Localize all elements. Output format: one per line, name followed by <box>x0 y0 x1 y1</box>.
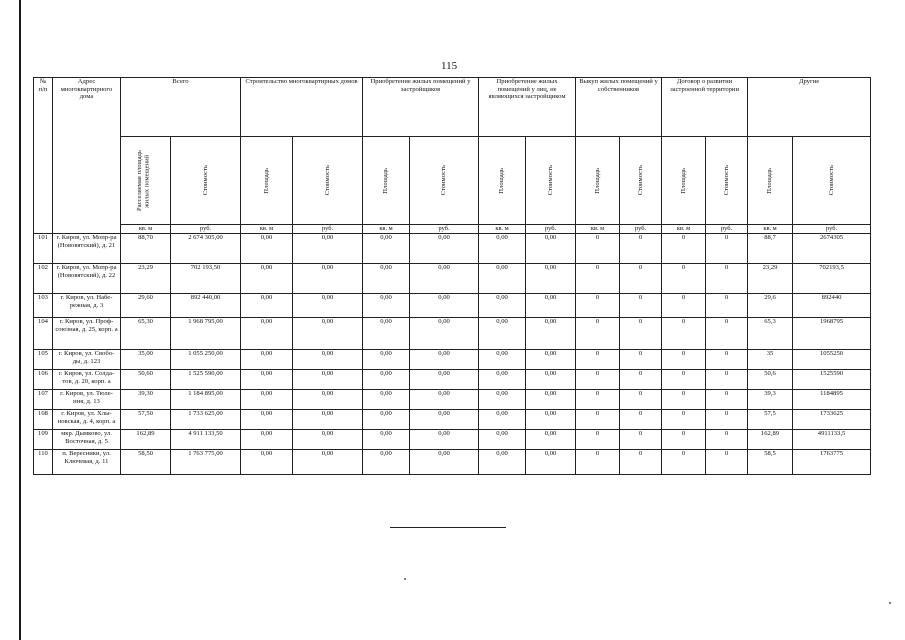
subheader-label: Стоимость <box>201 165 209 196</box>
value-cell: 0,00 <box>293 264 363 294</box>
subheader-label: Стоимость <box>323 165 331 196</box>
value-cell: 0,00 <box>363 410 410 430</box>
subheader-label: Площадь <box>679 167 687 194</box>
value-cell: 1733625 <box>793 410 871 430</box>
table-row <box>34 410 871 430</box>
value-cell: 0,00 <box>293 410 363 430</box>
value-cell: 57,5 <box>748 410 793 430</box>
value-cell: 0,00 <box>293 294 363 318</box>
value-cell: 0,00 <box>363 234 410 264</box>
value-cell: 29,6 <box>748 294 793 318</box>
header-group-non-developers: Приобретение жилых помещений у лиц, не являющихся застройщиком <box>479 78 576 137</box>
subheader-label: Площадь <box>262 167 270 194</box>
value-cell: 39,30 <box>121 390 171 410</box>
value-cell: 0,00 <box>293 430 363 450</box>
value-cell: 0,00 <box>479 430 526 450</box>
value-cell: 1 733 625,00 <box>171 410 241 430</box>
value-cell: 1055250 <box>793 350 871 370</box>
row-address: г. Киров, ул. Мопр-ра (Нововятский), д. 22 <box>53 264 121 294</box>
value-cell: 1 763 775,00 <box>171 450 241 475</box>
subheader-label: Площадь <box>766 167 774 194</box>
header-group-total: Всего <box>121 78 241 137</box>
value-cell: 0,00 <box>363 264 410 294</box>
subheader-cell <box>363 137 410 225</box>
value-cell: 0 <box>620 234 662 264</box>
value-cell: 4 911 133,50 <box>171 430 241 450</box>
value-cell: 0,00 <box>241 350 293 370</box>
value-cell: 57,50 <box>121 410 171 430</box>
value-cell: 58,5 <box>748 450 793 475</box>
value-cell: 0 <box>576 450 620 475</box>
value-cell: 1184895 <box>793 390 871 410</box>
value-cell: 0 <box>620 294 662 318</box>
row-number: 105 <box>34 350 53 370</box>
unit-cell: кв. м <box>662 225 706 234</box>
page-number: 115 <box>441 60 458 72</box>
value-cell: 0,00 <box>293 390 363 410</box>
value-cell: 29,60 <box>121 294 171 318</box>
subheader-cell <box>576 137 620 225</box>
subheader-cell <box>793 137 871 225</box>
table-row <box>34 294 871 318</box>
value-cell: 0 <box>706 294 748 318</box>
value-cell: 0,00 <box>410 430 479 450</box>
row-address: п. Вересники, ул. Ключевая, д. 11 <box>53 450 121 475</box>
scan-speck <box>889 602 891 604</box>
value-cell: 0,00 <box>241 264 293 294</box>
value-cell: 0 <box>576 430 620 450</box>
value-cell: 0,00 <box>293 234 363 264</box>
value-cell: 1 184 895,00 <box>171 390 241 410</box>
unit-cell: руб. <box>706 225 748 234</box>
value-cell: 0,00 <box>479 370 526 390</box>
subheader-label: Стоимость <box>440 165 448 196</box>
value-cell: 0,00 <box>526 318 576 350</box>
value-cell: 0 <box>620 390 662 410</box>
value-cell: 39,3 <box>748 390 793 410</box>
table-row <box>34 350 871 370</box>
value-cell: 0,00 <box>241 318 293 350</box>
value-cell: 0,00 <box>479 264 526 294</box>
table-body <box>34 234 871 475</box>
subheader-cell <box>171 137 241 225</box>
value-cell: 0 <box>662 350 706 370</box>
value-cell: 0 <box>620 318 662 350</box>
value-cell: 0,00 <box>410 350 479 370</box>
value-cell: 0,00 <box>363 318 410 350</box>
row-address: г. Киров, ул. Хлы-новская, д. 4, корп. а <box>53 410 121 430</box>
header-group-development-contract: Договор о развитии застроенной территории <box>662 78 748 137</box>
value-cell: 1968795 <box>793 318 871 350</box>
value-cell: 0 <box>662 294 706 318</box>
value-cell: 0,00 <box>526 450 576 475</box>
unit-cell: руб. <box>171 225 241 234</box>
value-cell: 0,00 <box>410 410 479 430</box>
value-cell: 0 <box>706 264 748 294</box>
row-address: г. Киров, ул. Солда-тов, д. 20, корп. а <box>53 370 121 390</box>
subheader-label: Стоимость <box>722 165 730 196</box>
value-cell: 0 <box>576 390 620 410</box>
subheader-cell <box>241 137 293 225</box>
value-cell: 0 <box>662 430 706 450</box>
row-number: 108 <box>34 410 53 430</box>
value-cell: 0,00 <box>479 410 526 430</box>
subheader-cell <box>121 137 171 225</box>
value-cell: 0,00 <box>410 264 479 294</box>
unit-cell: руб. <box>793 225 871 234</box>
value-cell: 0,00 <box>479 234 526 264</box>
row-address: мкр. Дымково, ул. Восточная, д. 5 <box>53 430 121 450</box>
value-cell: 2674305 <box>793 234 871 264</box>
row-address: г. Киров, ул. Мопр-ра (Нововятский), д. 21 <box>53 234 121 264</box>
value-cell: 0 <box>706 430 748 450</box>
table-row <box>34 370 871 390</box>
value-cell: 892440 <box>793 294 871 318</box>
value-cell: 0,00 <box>479 390 526 410</box>
value-cell: 0,00 <box>293 370 363 390</box>
value-cell: 0 <box>576 350 620 370</box>
table-row <box>34 430 871 450</box>
subheader-label: Стоимость <box>827 165 835 196</box>
value-cell: 4911133,5 <box>793 430 871 450</box>
value-cell: 0,00 <box>526 350 576 370</box>
subheader-cell <box>706 137 748 225</box>
unit-cell: кв. м <box>748 225 793 234</box>
row-number: 102 <box>34 264 53 294</box>
scan-speck <box>404 578 406 580</box>
header-group-other: Другие <box>748 78 871 137</box>
value-cell: 0,00 <box>410 294 479 318</box>
value-cell: 0,00 <box>363 390 410 410</box>
value-cell: 35,00 <box>121 350 171 370</box>
value-cell: 23,29 <box>121 264 171 294</box>
value-cell: 1 968 795,00 <box>171 318 241 350</box>
value-cell: 35 <box>748 350 793 370</box>
value-cell: 0,00 <box>410 318 479 350</box>
value-cell: 0,00 <box>293 318 363 350</box>
value-cell: 0 <box>662 450 706 475</box>
value-cell: 0,00 <box>410 234 479 264</box>
value-cell: 1 525 590,00 <box>171 370 241 390</box>
value-cell: 65,3 <box>748 318 793 350</box>
value-cell: 0,00 <box>526 264 576 294</box>
header-row-sub <box>34 137 871 225</box>
header-no: № п/п <box>34 78 53 234</box>
header-group-construction: Строительство многоквартирных домов <box>241 78 363 137</box>
value-cell: 0,00 <box>526 294 576 318</box>
row-number: 101 <box>34 234 53 264</box>
subheader-cell <box>620 137 662 225</box>
table-row <box>34 390 871 410</box>
unit-cell: руб. <box>410 225 479 234</box>
value-cell: 0,00 <box>241 370 293 390</box>
value-cell: 0 <box>662 234 706 264</box>
subheader-label: Расселяемая площадь жилых помещений <box>135 150 151 211</box>
table-row <box>34 264 871 294</box>
value-cell: 0 <box>620 350 662 370</box>
value-cell: 2 674 305,00 <box>171 234 241 264</box>
value-cell: 0 <box>706 390 748 410</box>
value-cell: 0,00 <box>363 370 410 390</box>
value-cell: 88,7 <box>748 234 793 264</box>
subheader-cell <box>662 137 706 225</box>
value-cell: 0 <box>620 410 662 430</box>
unit-cell: руб. <box>293 225 363 234</box>
value-cell: 1 055 250,00 <box>171 350 241 370</box>
value-cell: 50,60 <box>121 370 171 390</box>
value-cell: 0 <box>662 264 706 294</box>
value-cell: 0,00 <box>479 294 526 318</box>
row-address: г. Киров, ул. Свобо-ды, д. 123 <box>53 350 121 370</box>
header-address: Адрес многоквартирного дома <box>53 78 121 234</box>
value-cell: 0,00 <box>410 390 479 410</box>
value-cell: 0,00 <box>526 234 576 264</box>
subheader-label: Стоимость <box>546 165 554 196</box>
value-cell: 0,00 <box>363 450 410 475</box>
row-address: г. Киров, ул. Проф-союзная, д. 25, корп. а <box>53 318 121 350</box>
unit-cell: кв. м <box>576 225 620 234</box>
value-cell: 0,00 <box>479 450 526 475</box>
value-cell: 1763775 <box>793 450 871 475</box>
value-cell: 702193,5 <box>793 264 871 294</box>
value-cell: 162,89 <box>121 430 171 450</box>
subheader-cell <box>410 137 479 225</box>
header-row-groups <box>34 78 871 137</box>
value-cell: 0,00 <box>293 350 363 370</box>
value-cell: 0 <box>576 370 620 390</box>
value-cell: 0,00 <box>241 430 293 450</box>
value-cell: 0 <box>706 370 748 390</box>
unit-cell: кв. м <box>121 225 171 234</box>
value-cell: 892 440,00 <box>171 294 241 318</box>
subheader-cell <box>526 137 576 225</box>
value-cell: 0 <box>620 370 662 390</box>
value-cell: 0,00 <box>241 234 293 264</box>
value-cell: 162,89 <box>748 430 793 450</box>
value-cell: 0 <box>706 350 748 370</box>
value-cell: 0,00 <box>363 430 410 450</box>
value-cell: 0,00 <box>526 430 576 450</box>
value-cell: 0 <box>576 318 620 350</box>
row-number: 104 <box>34 318 53 350</box>
subheader-cell <box>748 137 793 225</box>
value-cell: 0 <box>706 450 748 475</box>
value-cell: 0 <box>662 390 706 410</box>
end-separator-line <box>390 527 506 528</box>
row-number: 103 <box>34 294 53 318</box>
value-cell: 0 <box>620 430 662 450</box>
value-cell: 0,00 <box>241 294 293 318</box>
unit-cell: кв. м <box>363 225 410 234</box>
table-row <box>34 450 871 475</box>
row-address: г. Киров, ул. Тюле-ния, д. 13 <box>53 390 121 410</box>
value-cell: 0,00 <box>363 350 410 370</box>
table-row <box>34 318 871 350</box>
value-cell: 0,00 <box>410 450 479 475</box>
row-number: 110 <box>34 450 53 475</box>
subheader-cell <box>479 137 526 225</box>
value-cell: 0 <box>662 410 706 430</box>
unit-cell: кв. м <box>479 225 526 234</box>
unit-cell: руб. <box>620 225 662 234</box>
row-number: 106 <box>34 370 53 390</box>
value-cell: 0 <box>662 318 706 350</box>
value-cell: 23,29 <box>748 264 793 294</box>
value-cell: 0 <box>706 234 748 264</box>
value-cell: 0,00 <box>241 450 293 475</box>
value-cell: 0 <box>662 370 706 390</box>
row-number: 109 <box>34 430 53 450</box>
value-cell: 0,00 <box>241 390 293 410</box>
value-cell: 0 <box>706 318 748 350</box>
unit-cell: руб. <box>526 225 576 234</box>
header-row-units <box>34 225 871 234</box>
subheader-label: Площадь <box>593 167 601 194</box>
value-cell: 50,6 <box>748 370 793 390</box>
resettlement-table <box>33 77 871 475</box>
value-cell: 65,30 <box>121 318 171 350</box>
row-address: г. Киров, ул. Набе-режная, д. 3 <box>53 294 121 318</box>
value-cell: 702 193,50 <box>171 264 241 294</box>
subheader-label: Площадь <box>498 167 506 194</box>
value-cell: 0,00 <box>479 350 526 370</box>
value-cell: 0,00 <box>526 390 576 410</box>
value-cell: 0 <box>576 410 620 430</box>
value-cell: 0,00 <box>479 318 526 350</box>
value-cell: 58,50 <box>121 450 171 475</box>
value-cell: 0 <box>576 264 620 294</box>
header-group-developers: Приобретение жилых помещений у застройщиков <box>363 78 479 137</box>
value-cell: 0,00 <box>363 294 410 318</box>
page-left-rule <box>19 0 21 640</box>
value-cell: 0,00 <box>293 450 363 475</box>
subheader-label: Стоимость <box>636 165 644 196</box>
value-cell: 1525590 <box>793 370 871 390</box>
value-cell: 0 <box>706 410 748 430</box>
value-cell: 0 <box>576 294 620 318</box>
value-cell: 0,00 <box>526 370 576 390</box>
table-row <box>34 234 871 264</box>
header-group-buyout: Выкуп жилых помещений у собственников <box>576 78 662 137</box>
value-cell: 0 <box>576 234 620 264</box>
value-cell: 88,70 <box>121 234 171 264</box>
row-number: 107 <box>34 390 53 410</box>
value-cell: 0 <box>620 450 662 475</box>
subheader-cell <box>293 137 363 225</box>
value-cell: 0,00 <box>410 370 479 390</box>
value-cell: 0,00 <box>241 410 293 430</box>
value-cell: 0,00 <box>526 410 576 430</box>
subheader-label: Площадь <box>382 167 390 194</box>
unit-cell: кв. м <box>241 225 293 234</box>
value-cell: 0 <box>620 264 662 294</box>
